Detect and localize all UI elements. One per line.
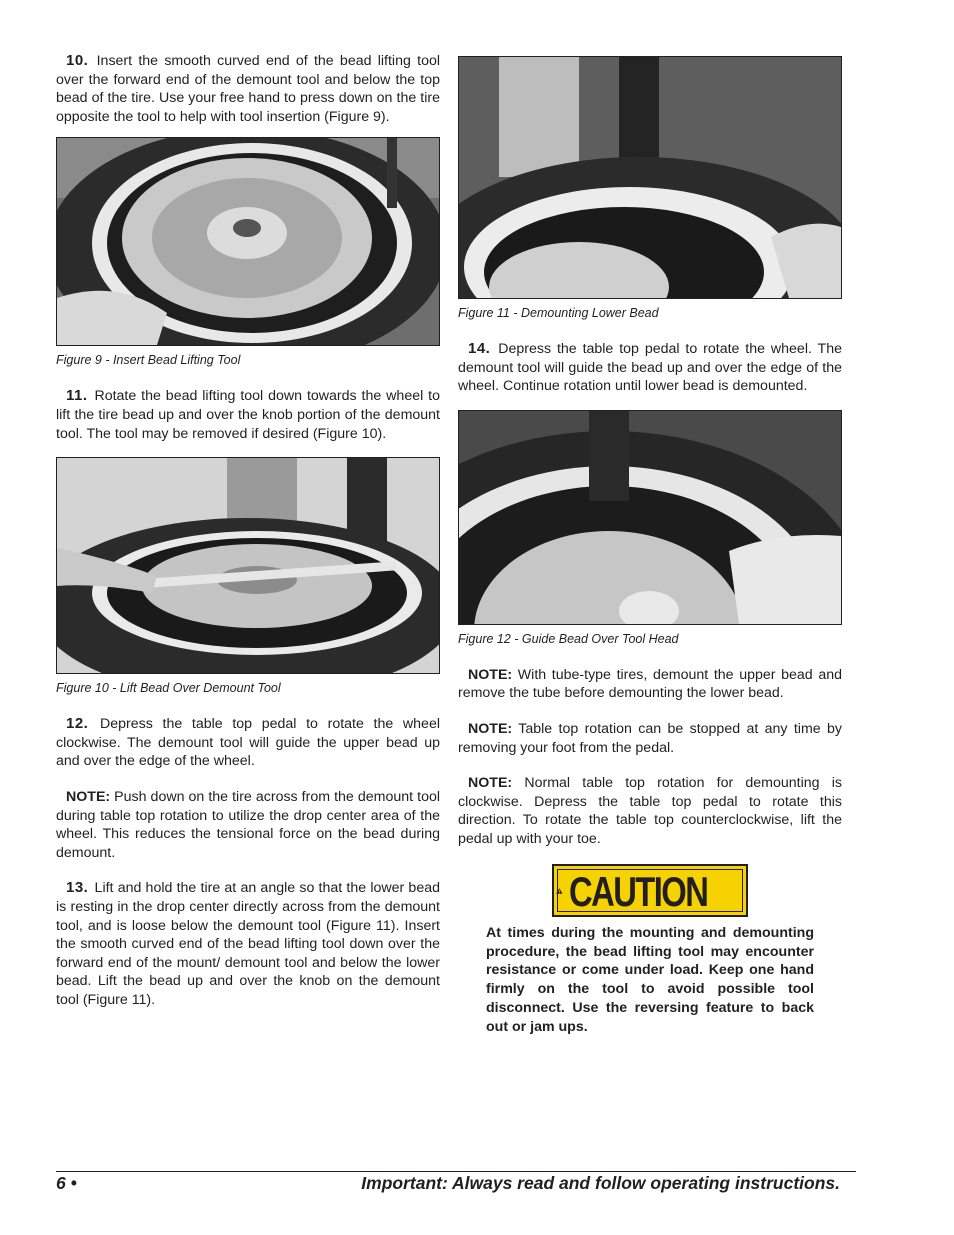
caution-title: CAUTION [568,867,707,915]
step-number: 13. [66,879,89,897]
note-text: Normal table top rotation for demounting is clockwise. Depress the table top pedal to rotate this direction. To rotate the table top counterclockwise, lift the pedal up with your toe. [458,775,842,847]
tire-wheel-illustration [57,138,439,345]
figure-9-photo [56,137,440,346]
note-label: NOTE: [468,775,513,792]
note-1 [56,788,440,862]
figure-10-caption: Figure 10 - Lift Bead Over Demount Tool [56,681,281,696]
warning-triangle-icon [556,875,563,907]
figure-12-caption: Figure 12 - Guide Bead Over Tool Head [458,631,679,646]
step-text: Lift and hold the tire at an angle so that the lower bead is resting in the drop center directly across from the demount tool, and is loose below the demount tool (Figure 11). Insert the smooth curved end of the bead lifting tool down over the forward end of the mount/ demount tool and below the lower bead. Lift the bead up and over the knob on the demount tool (Figure 11). [56,880,440,1008]
footer-divider [56,1171,856,1172]
step-10 [56,52,440,126]
step-text: Insert the smooth curved end of the bead lifting tool over the forward end of the demount tool and below the top bead of the tire. Use your free hand to press down on the tire opposite the tool to help with tool insertion (Figure 9). [56,53,440,125]
note-3 [458,720,842,757]
step-13 [56,879,440,1009]
page-number: 6 • [56,1173,77,1193]
note-text: Table top rotation can be stopped at any time by removing your foot from the pedal. [458,720,842,756]
step-number: 10. [66,52,89,69]
tire-wheel-illustration [57,458,439,673]
note-text: Push down on the tire across from the demount tool during table top rotation to utilize the drop center area of the wheel. This reduces the tensional force on the bead during demount. [56,788,440,861]
right-column [458,56,842,866]
caution-text: At times during the mounting and demounting procedure, the bead lifting tool may encounter resistance or come under load. Keep one hand firmly on the tool to avoid possible tool disconnect. Use the reversing feature to back out or jam ups. [486,925,814,1035]
figure-9-caption: Figure 9 - Insert Bead Lifting Tool [56,353,241,368]
step-text: Rotate the bead lifting tool down towards the wheel to lift the tire bead up and over the knob portion of the demount tool. The tool may be removed if desired (Figure 10). [56,388,440,442]
step-12 [56,715,440,771]
caution-label [552,864,748,917]
figure-11-caption: Figure 11 - Demounting Lower Bead [458,306,659,320]
footer-note: Important: Always read and follow operating instructions. [361,1173,840,1193]
note-label: NOTE: [468,666,513,683]
step-text: Depress the table top pedal to rotate the wheel clockwise. The demount tool will guide the upper bead up and over the edge of the wheel. [56,716,440,770]
left-column [56,52,440,1026]
note-text: With tube-type tires, demount the upper bead and remove the tube before demounting the lower bead. [458,666,842,702]
note-label: NOTE: [468,720,513,737]
step-number: 12. [66,715,89,733]
note-4 [458,774,842,848]
tire-wheel-illustration [459,411,841,624]
note-label: NOTE: [66,788,111,805]
step-number: 14. [468,340,491,357]
step-11 [56,387,440,443]
figure-11-photo [458,56,842,299]
caution-banner [552,864,748,917]
step-number: 11. [66,387,88,405]
figure-12-photo [458,410,842,625]
step-text: Depress the table top pedal to rotate the wheel. The demount tool will guide the bead up and over the edge of the wheel. Continue rotation until lower bead is demounted. [458,341,842,395]
note-2 [458,666,842,703]
tire-wheel-illustration [459,57,841,298]
step-14 [458,340,842,396]
figure-10-photo [56,457,440,674]
